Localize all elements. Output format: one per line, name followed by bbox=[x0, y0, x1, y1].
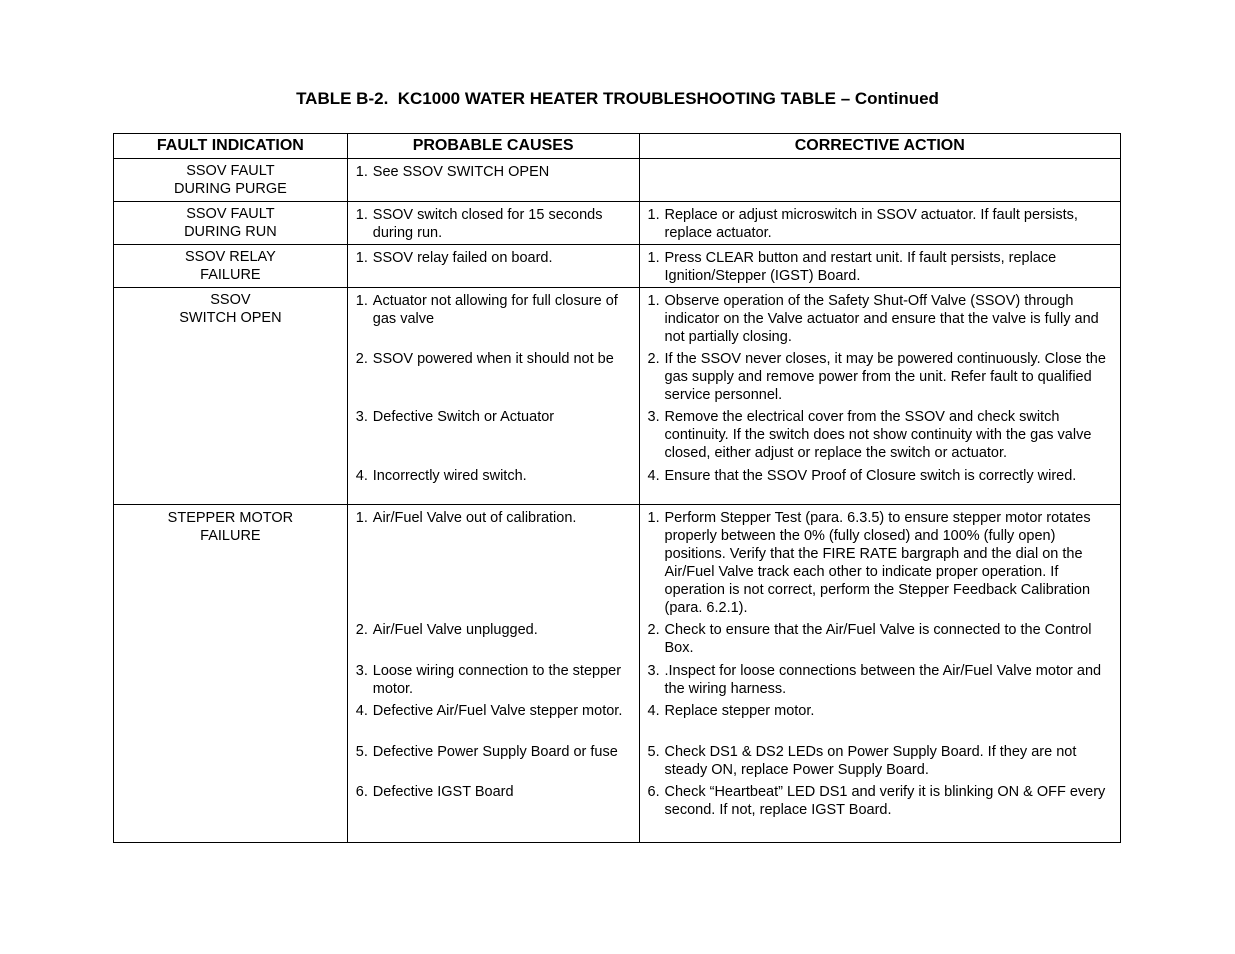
cause-item: 1. Air/Fuel Valve out of calibration. bbox=[355, 510, 577, 526]
action-item: 4. Replace stepper motor. bbox=[647, 703, 815, 719]
action-item: 3. Remove the electrical cover from the SSOV and check switch continuity. If the switch does not show continuity with the gas valve closed, either adjust or replace the switch or actuator. bbox=[647, 409, 1092, 461]
column-header-action: CORRECTIVE ACTION bbox=[639, 134, 1121, 159]
action-cell bbox=[639, 202, 1121, 245]
troubleshooting-table bbox=[113, 133, 1121, 843]
causes-cell bbox=[347, 505, 639, 843]
fault-line: SSOV FAULT bbox=[186, 163, 275, 179]
action-cell bbox=[639, 505, 1121, 843]
fault-cell bbox=[114, 505, 348, 843]
action-item: 5. Check DS1 & DS2 LEDs on Power Supply Board. If they are not steady ON, replace Power Supply Board. bbox=[647, 744, 1077, 778]
fault-line: FAILURE bbox=[200, 267, 261, 283]
action-item: 2. If the SSOV never closes, it may be powered continuously. Close the gas supply and remove power from the unit. Refer fault to qualified service personnel. bbox=[647, 351, 1106, 403]
fault-line: STEPPER MOTOR bbox=[167, 510, 294, 526]
fault-cell bbox=[114, 288, 348, 505]
cause-item: 1. See SSOV SWITCH OPEN bbox=[355, 164, 550, 180]
causes-cell bbox=[347, 245, 639, 288]
cause-item: 2. SSOV powered when it should not be bbox=[355, 351, 614, 367]
cause-item: 1. SSOV switch closed for 15 seconds during run. bbox=[355, 207, 603, 241]
action-item: 1. Press CLEAR button and restart unit. If fault persists, replace Ignition/Stepper (IGST) Board. bbox=[647, 250, 1057, 284]
fault-cell bbox=[114, 159, 348, 202]
column-header-fault: FAULT INDICATION bbox=[114, 134, 348, 159]
action-item: 1. Replace or adjust microswitch in SSOV actuator. If fault persists, replace actuator. bbox=[647, 207, 1078, 241]
cause-item: 4. Defective Air/Fuel Valve stepper motor. bbox=[355, 703, 623, 719]
cause-item: 3. Defective Switch or Actuator bbox=[355, 409, 555, 425]
cause-item: 1. Actuator not allowing for full closure of gas valve bbox=[355, 293, 618, 327]
fault-line: SSOV bbox=[210, 292, 251, 308]
fault-line: FAILURE bbox=[200, 528, 261, 544]
action-item: 4. Ensure that the SSOV Proof of Closure switch is correctly wired. bbox=[647, 468, 1077, 484]
fault-cell bbox=[114, 202, 348, 245]
causes-cell bbox=[347, 202, 639, 245]
table-row bbox=[114, 288, 1121, 505]
table-row bbox=[114, 202, 1121, 245]
causes-cell bbox=[347, 288, 639, 505]
action-cell bbox=[639, 245, 1121, 288]
table-header-row bbox=[114, 134, 1121, 159]
fault-line: SSOV FAULT bbox=[186, 206, 275, 222]
fault-line: SSOV RELAY bbox=[184, 249, 276, 265]
cause-item: 2. Air/Fuel Valve unplugged. bbox=[355, 622, 538, 638]
causes-cell bbox=[347, 159, 639, 202]
action-cell bbox=[639, 159, 1121, 202]
table-row bbox=[114, 245, 1121, 288]
action-item: 1. Observe operation of the Safety Shut-Off Valve (SSOV) through indicator on the Valve actuator and ensure that the valve is fully and not partially closing. bbox=[647, 293, 1099, 345]
table-row bbox=[114, 159, 1121, 202]
cause-item: 1. SSOV relay failed on board. bbox=[355, 250, 553, 266]
action-item: 1. Perform Stepper Test (para. 6.3.5) to ensure stepper motor rotates properly between the 0% (fully closed) and 100% (fully open) positions. Verify that the FIRE RATE bargraph and the dial on the Air/Fuel Valve track each other to indicate proper operation. If operation is not correct, perform the Stepper Feedback Calibration (para. 6.2.1). bbox=[647, 510, 1091, 616]
fault-cell bbox=[114, 245, 348, 288]
page-title: TABLE B-2. KC1000 WATER HEATER TROUBLESHOOTING TABLE – Continued bbox=[296, 89, 939, 108]
cause-item: 3. Loose wiring connection to the stepper motor. bbox=[355, 663, 622, 697]
action-item: 3. .Inspect for loose connections between the Air/Fuel Valve motor and the wiring harness. bbox=[647, 663, 1102, 697]
fault-line: DURING RUN bbox=[184, 224, 277, 240]
fault-line: SWITCH OPEN bbox=[179, 310, 282, 326]
table-row bbox=[114, 505, 1121, 843]
cause-item: 5. Defective Power Supply Board or fuse bbox=[355, 744, 618, 760]
action-item: 2. Check to ensure that the Air/Fuel Valve is connected to the Control Box. bbox=[647, 622, 1092, 656]
cause-item: 4. Incorrectly wired switch. bbox=[355, 468, 527, 484]
cause-item: 6. Defective IGST Board bbox=[355, 784, 514, 800]
fault-line: DURING PURGE bbox=[173, 181, 287, 197]
action-cell bbox=[639, 288, 1121, 505]
action-item: 6. Check “Heartbeat” LED DS1 and verify it is blinking ON & OFF every second. If not, replace IGST Board. bbox=[647, 784, 1106, 818]
column-header-causes: PROBABLE CAUSES bbox=[347, 134, 639, 159]
